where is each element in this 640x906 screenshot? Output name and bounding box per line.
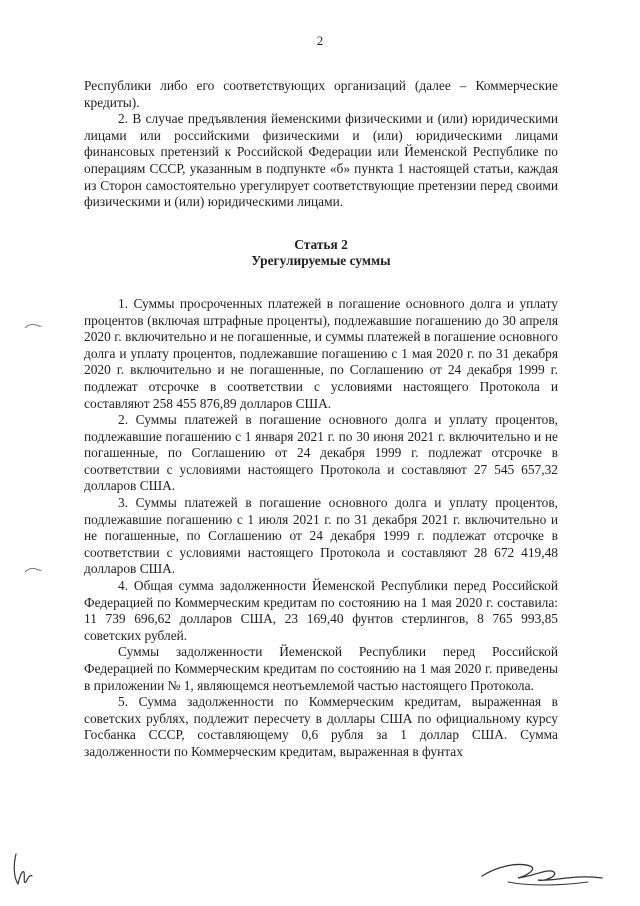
paragraph-article2-clause-3: 3. Суммы платежей в погашение основного долга и уплату процентов, подлежавшие погашению с 1 июля 2021 г. по 31 декабря 2021 г. включительно и не погашенные, по Соглашению от 24 декабря 1999 г. подлежат отсрочке в соответствии с условиями настоящего Протокола и составляют 28 672 419,48 долларов США. [84, 495, 558, 577]
paragraph-article2-clause-2: 2. Суммы платежей в погашение основного долга и уплату процентов, подлежавшие погашению с 1 января 2021 г. по 30 июня 2021 г. включительно и не погашенные, по Соглашению от 24 декабря 1999 г. подлежат отсрочке в соответствии с условиями настоящего Протокола и составляют 27 545 657,32 долларов США. [84, 412, 558, 494]
paragraph-article2-clause-5: 5. Сумма задолженности по Коммерческим кредитам, выраженная в советских рублях, подлежит пересчету в доллары США по официальному курсу Госбанка СССР, составляющему 0,6 рубля за 1 доллар США. Сумма задолженности по Коммерческим кредитам, выраженная в фунтах [84, 694, 558, 759]
article-number: Статья 2 [294, 236, 348, 252]
paragraph-article2-clause-1: 1. Суммы просроченных платежей в погашение основного долга и уплату процентов (включая штрафные проценты), подлежавшие погашению до 30 апреля 2020 г. включительно и не погашенные, и суммы платежей в погашение основного долга и уплату процентов, подлежавшие погашению с 1 мая 2020 г. по 31 декабря 2020 г. включительно и не погашенные, по Соглашению от 24 декабря 1999 г. подлежат отсрочке в соответствии с условиями настоящего Протокола и составляют 258 455 876,89 долларов США. [84, 295, 558, 411]
margin-tick-mark [24, 322, 42, 330]
paragraph-article2-clause-4: 4. Общая сумма задолженности Йеменской Республики перед Российской Федерацией по Коммерческим кредитам по состоянию на 1 мая 2020 г. составила: 11 739 696,62 долларов США, 23 169,40 фунтов стерлингов, 8 765 993,85 советских рублей. [84, 578, 558, 643]
document-body [84, 78, 558, 761]
margin-tick-mark [24, 566, 42, 574]
paragraph-article2-clause-4-note: Суммы задолженности Йеменской Республики перед Российской Федерацией по Коммерческим кредитам по состоянию на 1 мая 2020 г. приведены в приложении № 1, являющемся неотъемлемой частью настоящего Протокола. [84, 644, 558, 693]
handwritten-signature [478, 856, 608, 890]
handwritten-initials [10, 848, 36, 888]
article-title: Урегулируемые суммы [251, 253, 391, 269]
page-number: 2 [316, 33, 324, 48]
paragraph-clause-2: 2. В случае предъявления йеменскими физическими и (или) юридическими лицами или российскими физическими и (или) юридическими лицами финансовых претензий к Российской Федерации или Йеменской Республике по операциям СССР, указанным в подпункте «б» пункта 1 настоящей статьи, каждая из Сторон самостоятельно урегулирует соответствующие претензии перед своими физическими и (или) юридическими лицами. [84, 111, 558, 210]
paragraph-continuation: Республики либо его соответствующих организаций (далее – Коммерческие кредиты). [84, 78, 558, 110]
